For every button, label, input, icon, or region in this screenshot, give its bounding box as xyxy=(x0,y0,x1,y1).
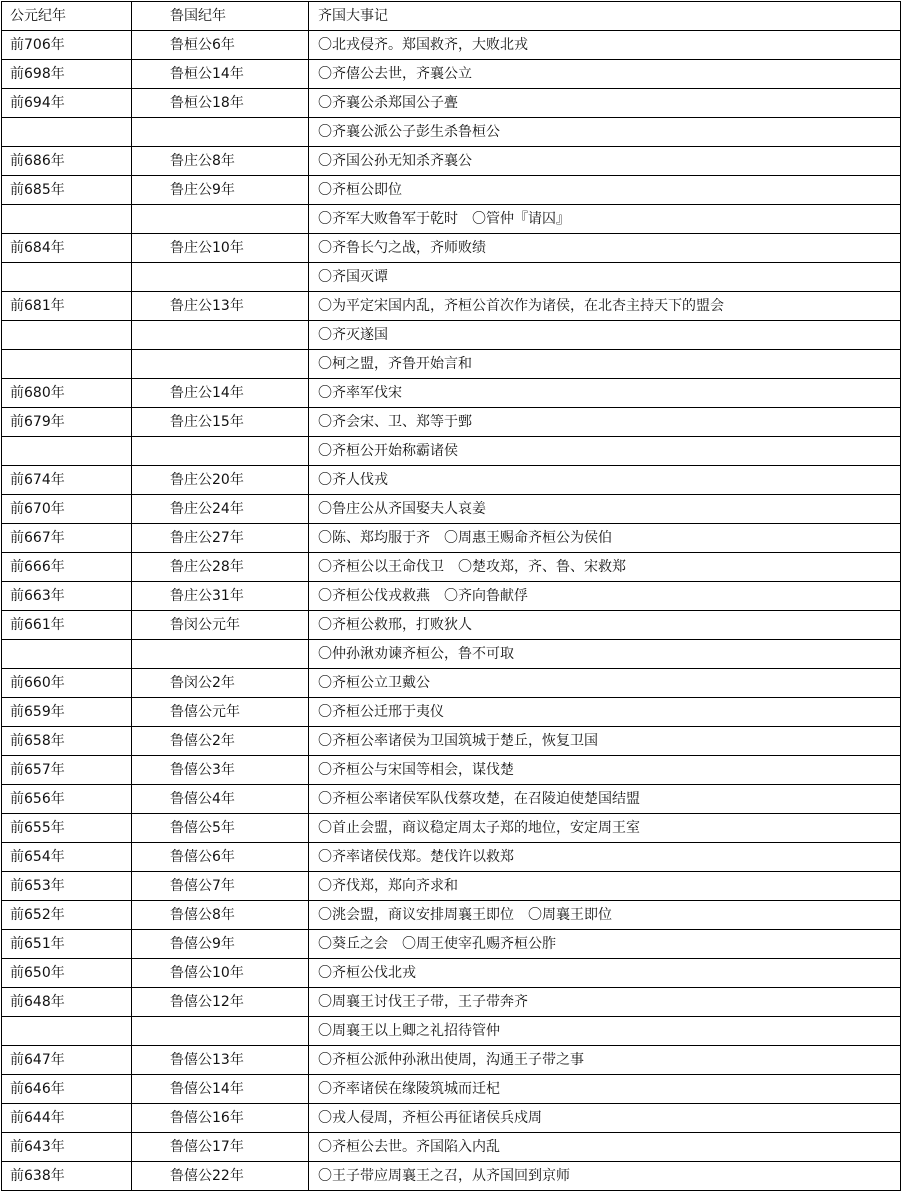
ad-year-cell: 前652年 xyxy=(2,901,132,930)
table-row xyxy=(2,205,901,234)
ad-year-cell: 前655年 xyxy=(2,814,132,843)
table-row xyxy=(2,727,901,756)
event-cell: 〇齐僖公去世，齐襄公立 xyxy=(309,60,901,89)
table-row xyxy=(2,1017,901,1046)
event-cell: 〇葵丘之会 〇周王使宰孔赐齐桓公胙 xyxy=(309,930,901,959)
ad-year-cell: 前686年 xyxy=(2,147,132,176)
ad-year-cell xyxy=(2,350,132,379)
table-row xyxy=(2,1162,901,1191)
ad-year-cell: 前660年 xyxy=(2,669,132,698)
ad-year-cell: 前679年 xyxy=(2,408,132,437)
lu-year-cell: 鲁僖公8年 xyxy=(132,901,309,930)
event-cell: 〇齐桓公去世。齐国陷入内乱 xyxy=(309,1133,901,1162)
ad-year-cell: 前654年 xyxy=(2,843,132,872)
ad-year-cell: 前680年 xyxy=(2,379,132,408)
event-cell: 〇齐率军伐宋 xyxy=(309,379,901,408)
lu-year-cell: 鲁僖公3年 xyxy=(132,756,309,785)
lu-year-cell xyxy=(132,640,309,669)
ad-year-cell xyxy=(2,1017,132,1046)
ad-year-cell: 前670年 xyxy=(2,495,132,524)
table-row xyxy=(2,930,901,959)
table-row xyxy=(2,553,901,582)
event-cell: 〇齐国灭谭 xyxy=(309,263,901,292)
ad-year-cell: 前694年 xyxy=(2,89,132,118)
ad-year-cell: 前643年 xyxy=(2,1133,132,1162)
event-cell: 〇周襄王讨伐王子带，王子带奔齐 xyxy=(309,988,901,1017)
ad-year-cell: 前644年 xyxy=(2,1104,132,1133)
event-cell: 〇齐伐郑，郑向齐求和 xyxy=(309,872,901,901)
ad-year-cell xyxy=(2,437,132,466)
event-cell: 〇洮会盟，商议安排周襄王即位 〇周襄王即位 xyxy=(309,901,901,930)
table-row xyxy=(2,611,901,640)
table-row xyxy=(2,669,901,698)
header-lu-year: 鲁国纪年 xyxy=(132,2,309,31)
event-cell: 〇齐桓公率诸侯军队伐蔡攻楚，在召陵迫使楚国结盟 xyxy=(309,785,901,814)
table-row xyxy=(2,31,901,60)
event-cell: 〇为平定宋国内乱，齐桓公首次作为诸侯，在北杏主持天下的盟会 xyxy=(309,292,901,321)
table-row xyxy=(2,1104,901,1133)
ad-year-cell: 前681年 xyxy=(2,292,132,321)
lu-year-cell: 鲁庄公20年 xyxy=(132,466,309,495)
table-row xyxy=(2,843,901,872)
ad-year-cell: 前651年 xyxy=(2,930,132,959)
event-cell: 〇仲孙湫劝谏齐桓公，鲁不可取 xyxy=(309,640,901,669)
event-cell: 〇齐桓公迁邢于夷仪 xyxy=(309,698,901,727)
event-cell: 〇齐桓公以王命伐卫 〇楚攻郑，齐、鲁、宋救郑 xyxy=(309,553,901,582)
table-row xyxy=(2,698,901,727)
ad-year-cell: 前638年 xyxy=(2,1162,132,1191)
event-cell: 〇齐桓公伐北戎 xyxy=(309,959,901,988)
table-row xyxy=(2,437,901,466)
event-cell: 〇陈、郑均服于齐 〇周惠王赐命齐桓公为侯伯 xyxy=(309,524,901,553)
lu-year-cell: 鲁僖公4年 xyxy=(132,785,309,814)
lu-year-cell xyxy=(132,118,309,147)
table-row xyxy=(2,814,901,843)
ad-year-cell xyxy=(2,205,132,234)
ad-year-cell: 前656年 xyxy=(2,785,132,814)
table-row xyxy=(2,872,901,901)
header-ad-year: 公元纪年 xyxy=(2,2,132,31)
table-row xyxy=(2,524,901,553)
event-cell: 〇齐桓公救邢，打败狄人 xyxy=(309,611,901,640)
table-row xyxy=(2,785,901,814)
event-cell: 〇齐军大败鲁军于乾时 〇管仲『请囚』 xyxy=(309,205,901,234)
table-row xyxy=(2,959,901,988)
ad-year-cell: 前684年 xyxy=(2,234,132,263)
lu-year-cell: 鲁僖公10年 xyxy=(132,959,309,988)
table-row xyxy=(2,147,901,176)
event-cell: 〇齐襄公派公子彭生杀鲁桓公 xyxy=(309,118,901,147)
lu-year-cell: 鲁庄公28年 xyxy=(132,553,309,582)
lu-year-cell: 鲁庄公27年 xyxy=(132,524,309,553)
ad-year-cell: 前646年 xyxy=(2,1075,132,1104)
event-cell: 〇戎人侵周，齐桓公再征诸侯兵戍周 xyxy=(309,1104,901,1133)
event-cell: 〇齐会宋、卫、郑等于鄄 xyxy=(309,408,901,437)
ad-year-cell xyxy=(2,640,132,669)
table-row xyxy=(2,234,901,263)
table-row xyxy=(2,118,901,147)
table-row xyxy=(2,756,901,785)
event-cell: 〇齐桓公派仲孙湫出使周，沟通王子带之事 xyxy=(309,1046,901,1075)
event-cell: 〇王子带应周襄王之召，从齐国回到京师 xyxy=(309,1162,901,1191)
ad-year-cell: 前650年 xyxy=(2,959,132,988)
event-cell: 〇齐率诸侯伐郑。楚伐许以救郑 xyxy=(309,843,901,872)
table-row xyxy=(2,1046,901,1075)
event-cell: 〇齐襄公杀郑国公子亹 xyxy=(309,89,901,118)
table-row xyxy=(2,350,901,379)
event-cell: 〇齐桓公开始称霸诸侯 xyxy=(309,437,901,466)
lu-year-cell: 鲁庄公8年 xyxy=(132,147,309,176)
table-row xyxy=(2,988,901,1017)
ad-year-cell xyxy=(2,263,132,292)
lu-year-cell: 鲁僖公7年 xyxy=(132,872,309,901)
event-cell: 〇首止会盟，商议稳定周太子郑的地位，安定周王室 xyxy=(309,814,901,843)
table-row xyxy=(2,89,901,118)
lu-year-cell: 鲁桓公18年 xyxy=(132,89,309,118)
lu-year-cell: 鲁僖公16年 xyxy=(132,1104,309,1133)
table-row xyxy=(2,640,901,669)
ad-year-cell: 前706年 xyxy=(2,31,132,60)
table-row xyxy=(2,466,901,495)
header-row xyxy=(2,2,901,31)
lu-year-cell: 鲁闵公2年 xyxy=(132,669,309,698)
lu-year-cell: 鲁僖公14年 xyxy=(132,1075,309,1104)
lu-year-cell: 鲁僖公12年 xyxy=(132,988,309,1017)
ad-year-cell: 前659年 xyxy=(2,698,132,727)
table-body xyxy=(2,31,901,1191)
lu-year-cell: 鲁桓公6年 xyxy=(132,31,309,60)
event-cell: 〇鲁庄公从齐国娶夫人哀姜 xyxy=(309,495,901,524)
lu-year-cell: 鲁僖公2年 xyxy=(132,727,309,756)
table-row xyxy=(2,60,901,89)
lu-year-cell xyxy=(132,321,309,350)
lu-year-cell: 鲁庄公31年 xyxy=(132,582,309,611)
ad-year-cell xyxy=(2,118,132,147)
ad-year-cell: 前661年 xyxy=(2,611,132,640)
event-cell: 〇周襄王以上卿之礼招待管仲 xyxy=(309,1017,901,1046)
lu-year-cell: 鲁僖公13年 xyxy=(132,1046,309,1075)
event-cell: 〇柯之盟，齐鲁开始言和 xyxy=(309,350,901,379)
event-cell: 〇齐鲁长勺之战，齐师败绩 xyxy=(309,234,901,263)
ad-year-cell xyxy=(2,321,132,350)
lu-year-cell: 鲁庄公24年 xyxy=(132,495,309,524)
lu-year-cell: 鲁桓公14年 xyxy=(132,60,309,89)
table-row xyxy=(2,379,901,408)
lu-year-cell xyxy=(132,1017,309,1046)
lu-year-cell xyxy=(132,437,309,466)
ad-year-cell: 前666年 xyxy=(2,553,132,582)
lu-year-cell: 鲁僖公5年 xyxy=(132,814,309,843)
table-row xyxy=(2,495,901,524)
lu-year-cell: 鲁庄公15年 xyxy=(132,408,309,437)
ad-year-cell: 前663年 xyxy=(2,582,132,611)
table-row xyxy=(2,321,901,350)
lu-year-cell: 鲁僖公9年 xyxy=(132,930,309,959)
header-events: 齐国大事记 xyxy=(309,2,901,31)
table-row xyxy=(2,263,901,292)
table-row xyxy=(2,1133,901,1162)
ad-year-cell: 前698年 xyxy=(2,60,132,89)
table-row xyxy=(2,408,901,437)
lu-year-cell xyxy=(132,350,309,379)
table-row xyxy=(2,901,901,930)
event-cell: 〇齐桓公与宋国等相会，谋伐楚 xyxy=(309,756,901,785)
event-cell: 〇齐桓公立卫戴公 xyxy=(309,669,901,698)
event-cell: 〇齐率诸侯在缘陵筑城而迁杞 xyxy=(309,1075,901,1104)
event-cell: 〇齐桓公伐戎救燕 〇齐向鲁献俘 xyxy=(309,582,901,611)
event-cell: 〇齐人伐戎 xyxy=(309,466,901,495)
lu-year-cell: 鲁僖公元年 xyxy=(132,698,309,727)
lu-year-cell: 鲁僖公6年 xyxy=(132,843,309,872)
lu-year-cell: 鲁庄公10年 xyxy=(132,234,309,263)
event-cell: 〇齐灭遂国 xyxy=(309,321,901,350)
ad-year-cell: 前685年 xyxy=(2,176,132,205)
lu-year-cell: 鲁庄公13年 xyxy=(132,292,309,321)
lu-year-cell: 鲁闵公元年 xyxy=(132,611,309,640)
lu-year-cell xyxy=(132,205,309,234)
ad-year-cell: 前658年 xyxy=(2,727,132,756)
event-cell: 〇齐桓公即位 xyxy=(309,176,901,205)
event-cell: 〇齐桓公率诸侯为卫国筑城于楚丘，恢复卫国 xyxy=(309,727,901,756)
table-row xyxy=(2,1075,901,1104)
ad-year-cell: 前657年 xyxy=(2,756,132,785)
ad-year-cell: 前674年 xyxy=(2,466,132,495)
lu-year-cell xyxy=(132,263,309,292)
event-cell: 〇北戎侵齐。郑国救齐，大败北戎 xyxy=(309,31,901,60)
lu-year-cell: 鲁僖公22年 xyxy=(132,1162,309,1191)
table-row xyxy=(2,582,901,611)
chronology-table xyxy=(1,1,901,1191)
ad-year-cell: 前667年 xyxy=(2,524,132,553)
ad-year-cell: 前648年 xyxy=(2,988,132,1017)
ad-year-cell: 前647年 xyxy=(2,1046,132,1075)
lu-year-cell: 鲁庄公9年 xyxy=(132,176,309,205)
ad-year-cell: 前653年 xyxy=(2,872,132,901)
event-cell: 〇齐国公孙无知杀齐襄公 xyxy=(309,147,901,176)
lu-year-cell: 鲁庄公14年 xyxy=(132,379,309,408)
table-row xyxy=(2,292,901,321)
lu-year-cell: 鲁僖公17年 xyxy=(132,1133,309,1162)
table-row xyxy=(2,176,901,205)
